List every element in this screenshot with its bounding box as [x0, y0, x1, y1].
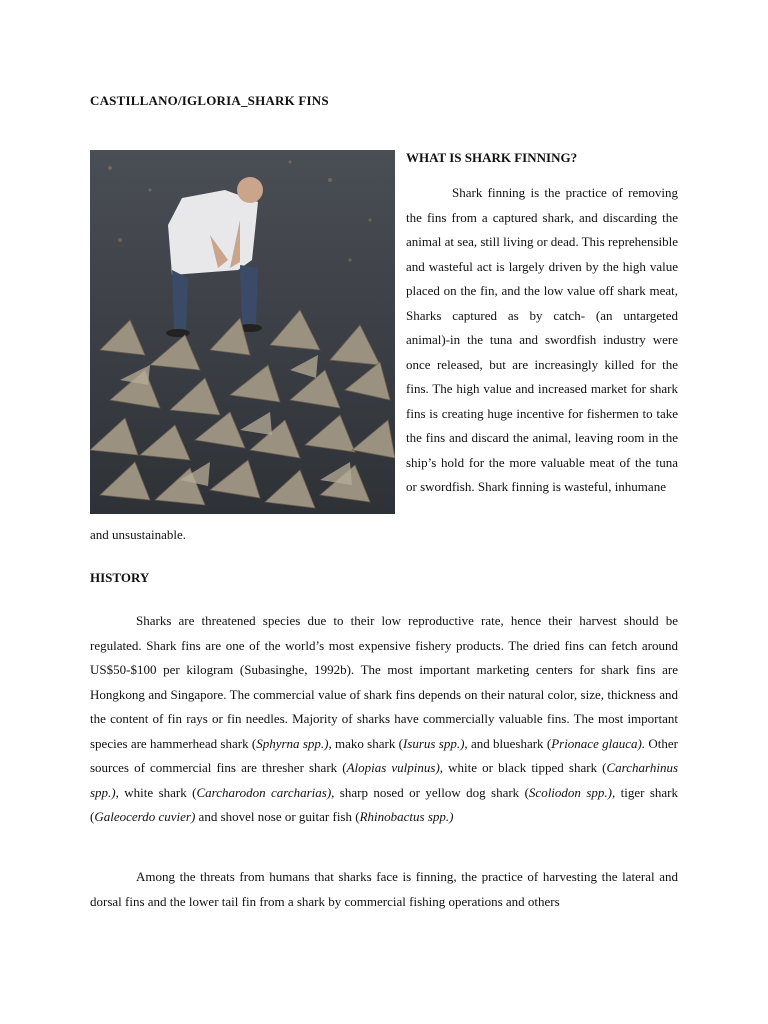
p1-text: Other sources of commercial fins are thresher shark (	[90, 735, 678, 775]
shark-fins-photo-graphic	[90, 150, 395, 514]
p1-text: Sharks are threatened species due to their low reproductive rate, hence their harvest should be regulated. Shark fins are one of the world’s most expensive fishery products. The dried fins can fetch around US$50-$100 per kilogram (Subasinghe, 1992b). The most important marketing centers for shark fins are Hongkong and Singapore. The commercial value of shark fins depends on their natural color, size, thickness and the content of fin rays or fin needles. Majority of sharks have commercially valuable fins. The most important species are hammerhead shark (	[90, 613, 678, 751]
history-heading: HISTORY	[90, 570, 150, 585]
history-paragraph-1	[90, 609, 678, 830]
intro-heading: WHAT IS SHARK FINNING?	[406, 150, 578, 165]
p1-text: and blueshark (	[467, 735, 552, 751]
species-name: Isurus spp.),	[402, 735, 468, 751]
species-name: Scoliodon spp.),	[528, 784, 616, 800]
p1-text: mako shark (	[331, 735, 403, 751]
species-name: Prionace glauca).	[551, 735, 646, 751]
p1-text: tiger shark (	[90, 784, 679, 824]
document-title: CASTILLANO/IGLORIA_SHARK FINS	[90, 93, 329, 108]
shark-fins-photo	[90, 150, 395, 514]
species-name: Alopias vulpinus),	[346, 760, 444, 775]
species-name: Carcharhinus spp.),	[90, 760, 679, 800]
p1-text: white shark (	[118, 784, 197, 800]
species-name: Sphyrna spp.),	[256, 735, 332, 751]
p1-text: sharp nosed or yellow dog shark (	[334, 784, 529, 800]
species-name: Galeocerdo cuvier)	[94, 809, 196, 824]
history-paragraph-2: Among the threats from humans that sharks face is finning, the practice of harvesting the lateral and dorsal fins and the lower tail fin from a shark by commercial fishing operations and others	[90, 869, 678, 909]
p1-text: white or black tipped shark (	[443, 760, 607, 775]
p1-text: and shovel nose or guitar fish (	[195, 809, 360, 824]
intro-paragraph-tail: and unsustainable.	[90, 527, 187, 542]
species-name: Rhinobactus spp.)	[359, 809, 454, 824]
species-name: Carcharodon carcharias),	[196, 784, 335, 800]
intro-paragraph: Shark finning is the practice of removing the fins from a captured shark, and discarding the animal at sea, still living or dead. This reprehensible and wasteful act is largely driven by the high value placed on the fin, and the low value off shark meat, Sharks captured as by catch- (an untargeted animal)-in the tuna and swordfish industry were once released, but are increasingly killed for the fins. The high value and increased market for shark fins is creating huge incentive for fishermen to take the fins and discard the animal, leaving room in the ship’s hold for the more valuable meat of the tuna or swordfish. Shark finning is wasteful, inhumane	[406, 185, 678, 494]
